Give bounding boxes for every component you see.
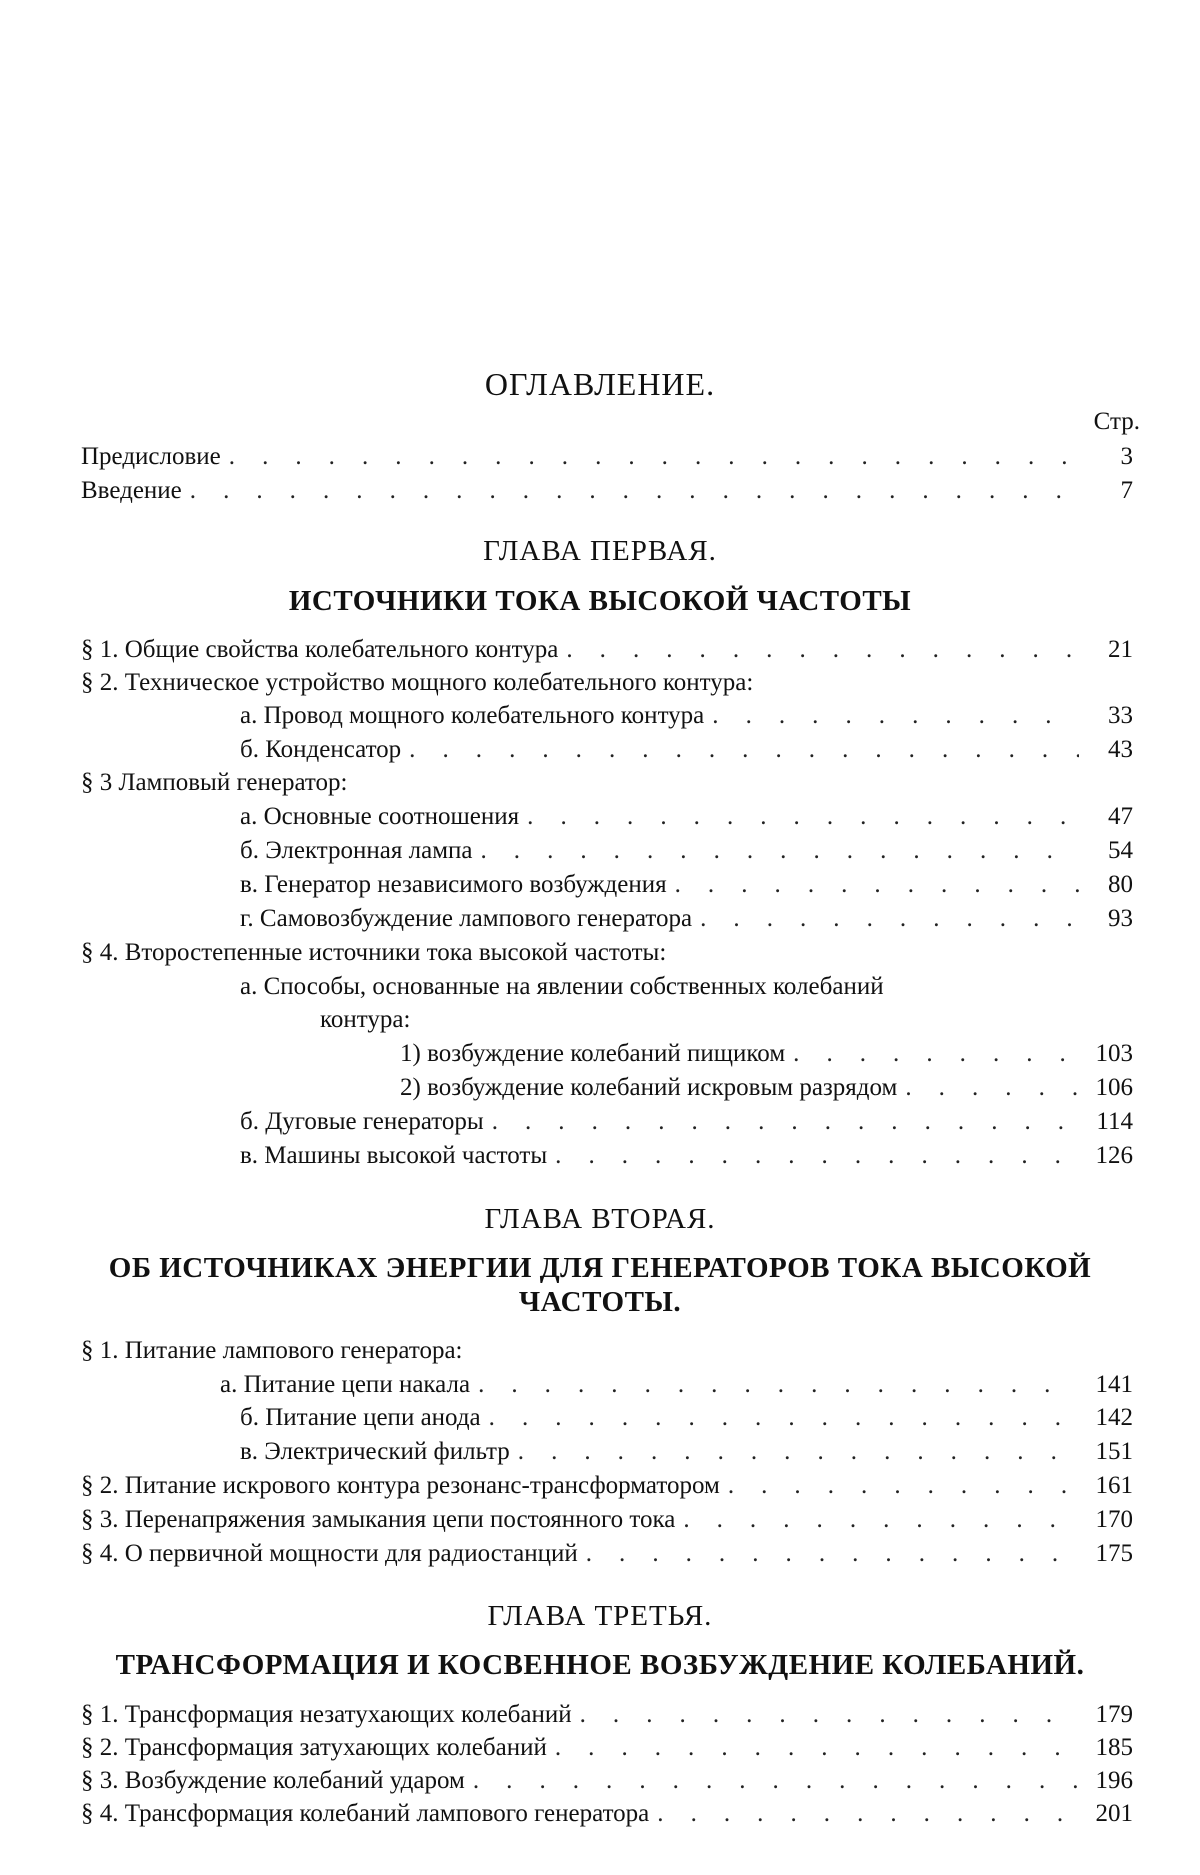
toc-entry [240,800,1133,834]
toc-entry [81,1764,1133,1798]
chapter-3-title: ТРАНСФОРМАЦИЯ И КОСВЕННОЕ ВОЗБУЖДЕНИЕ КОЛЕБАНИЙ. [115,1649,1085,1681]
chapter-2-title [100,1251,1100,1319]
toc-entry-page: 179 [1095,1701,1133,1728]
toc-entry [240,1105,1133,1139]
toc-entry [240,902,1133,936]
toc-entry-page: 185 [1095,1734,1133,1761]
dot-leader [518,1435,1079,1469]
toc-entry-label: в. Машины высокой частоты [240,1142,548,1169]
toc-entry [240,699,1133,733]
toc-entry-label: § 1. Питание лампового генератора: [81,1337,463,1364]
toc-entry-page: 141 [1095,1371,1133,1398]
dot-leader [489,1401,1079,1435]
toc-entry [81,1469,1133,1503]
dot-leader [683,1503,1079,1537]
toc-entry [81,1731,1133,1765]
toc-entry-label: § 3 Ламповый генератор: [81,769,348,796]
toc-entry [81,633,1133,667]
dot-leader [566,633,1079,667]
dot-leader [586,1537,1079,1571]
dot-leader [793,1037,1079,1071]
dot-leader [580,1698,1079,1732]
toc-entry-label: 2) возбуждение колебаний искровым разрядом [400,1074,898,1101]
toc-entry [81,1334,1133,1368]
toc-entry-page: 142 [1095,1404,1133,1431]
toc-entry [81,666,1133,700]
toc-entry-preface [81,440,1133,474]
toc-entry-introduction [81,474,1133,508]
toc-entry-page: 126 [1095,1142,1133,1169]
chapter-2-title-line: ЧАСТОТЫ. [518,1286,682,1318]
toc-entry [81,1537,1133,1571]
toc-entry-label: Введение [81,477,182,504]
dot-leader [728,1469,1079,1503]
toc-entry-page: 43 [1108,736,1133,763]
toc-entry-label: а. Питание цепи накала [220,1371,471,1398]
toc-entry-label: Предисловие [81,443,221,470]
toc-title: ОГЛАВЛЕНИЕ. [484,366,716,402]
toc-entry [220,1368,1133,1402]
dot-leader [480,834,1079,868]
toc-entry [240,1139,1133,1173]
toc-entry-page: 106 [1095,1074,1133,1101]
chapter-1-label: ГЛАВА ПЕРВАЯ. [483,535,717,567]
toc-entry-label: 1) возбуждение колебаний пищиком [400,1040,786,1067]
toc-entry [81,1503,1133,1537]
toc-entry-label: § 4. Трансформация колебаний лампового генератора [81,1800,650,1827]
toc-entry [240,1435,1133,1469]
toc-entry-label: § 4. О первичной мощности для радиостанций [81,1540,578,1567]
dot-leader [492,1105,1079,1139]
toc-entry [240,1401,1133,1435]
toc-entry-page: 93 [1108,905,1133,932]
dot-leader [473,1764,1079,1798]
dot-leader [905,1071,1079,1105]
toc-entry-page: 175 [1095,1540,1133,1567]
toc-entry [400,1037,1133,1071]
toc-entry-label: а. Способы, основанные на явлении собственных колебаний [240,973,884,1000]
toc-entry-label: б. Конденсатор [240,736,402,763]
dot-leader [555,1139,1079,1173]
toc-entry-page: 114 [1096,1108,1133,1135]
toc-entry-page: 201 [1095,1800,1133,1827]
toc-entry-page: 196 [1095,1767,1133,1794]
dot-leader [657,1797,1079,1831]
chapter-2-title-line: ОБ ИСТОЧНИКАХ ЭНЕРГИИ ДЛЯ ГЕНЕРАТОРОВ ТОКА ВЫСОКОЙ [108,1252,1092,1284]
toc-entry-page: 170 [1095,1506,1133,1533]
toc-entry-label: б. Электронная лампа [240,837,473,864]
toc-entry-label: б. Питание цепи анода [240,1404,481,1431]
toc-entry-label: б. Дуговые генераторы [240,1108,484,1135]
toc-entry [240,834,1133,868]
toc-entry-label: § 1. Общие свойства колебательного контура [81,636,559,663]
dot-leader [190,474,1079,508]
toc-entry [81,936,1133,970]
dot-leader [675,868,1079,902]
toc-entry-page: 33 [1108,702,1133,729]
toc-entry-label: а. Провод мощного колебательного контура [240,702,705,729]
toc-entry-page: 80 [1108,871,1133,898]
toc-entry-page: 21 [1108,636,1133,663]
chapter-1-title: ИСТОЧНИКИ ТОКА ВЫСОКОЙ ЧАСТОТЫ [288,585,912,617]
toc-entry-label: а. Основные соотношения [240,803,520,830]
toc-entry-label: § 3. Возбуждение колебаний ударом [81,1767,465,1794]
toc-entry-page: 7 [1120,477,1133,504]
toc-entry-label: § 2. Техническое устройство мощного колебательного контура: [81,669,754,696]
toc-entry [81,1797,1133,1831]
dot-leader [478,1368,1079,1402]
toc-entry-page: 151 [1095,1438,1133,1465]
toc-entry-label: в. Генератор независимого возбуждения [240,871,667,898]
toc-entry-label: § 1. Трансформация незатухающих колебаний [81,1701,572,1728]
dot-leader [229,440,1079,474]
dot-leader [555,1731,1079,1765]
toc-entry-page: 161 [1095,1472,1133,1499]
dot-leader [527,800,1079,834]
toc-entry-label: § 4. Второстепенные источники тока высокой частоты: [81,939,667,966]
dot-leader [409,733,1079,767]
toc-entry-page: 103 [1095,1040,1133,1067]
chapter-2-label: ГЛАВА ВТОРАЯ. [484,1203,716,1235]
toc-entry [240,733,1133,767]
toc-entry-label: § 2. Трансформация затухающих колебаний [81,1734,547,1761]
toc-entry-page: 3 [1120,443,1133,470]
dot-leader [700,902,1079,936]
toc-entry-label: г. Самовозбуждение лампового генератора [240,905,693,932]
dot-leader [712,699,1079,733]
toc-entry [81,766,1133,800]
toc-entry-label: контура: [320,1006,411,1033]
toc-entry-label: § 3. Перенапряжения замыкания цепи постоянного тока [81,1506,676,1533]
chapter-3-label: ГЛАВА ТРЕТЬЯ. [487,1600,713,1632]
toc-entry-page: 54 [1108,837,1133,864]
toc-entry [400,1071,1133,1105]
toc-entry-label: § 2. Питание искрового контура резонанс-трансформатором [81,1472,720,1499]
page-column-label: Стр. [1093,408,1140,435]
toc-entry-label: в. Электрический фильтр [240,1438,510,1465]
toc-entry-page: 47 [1108,803,1133,830]
toc-entry [240,868,1133,902]
toc-entry [81,1698,1133,1732]
